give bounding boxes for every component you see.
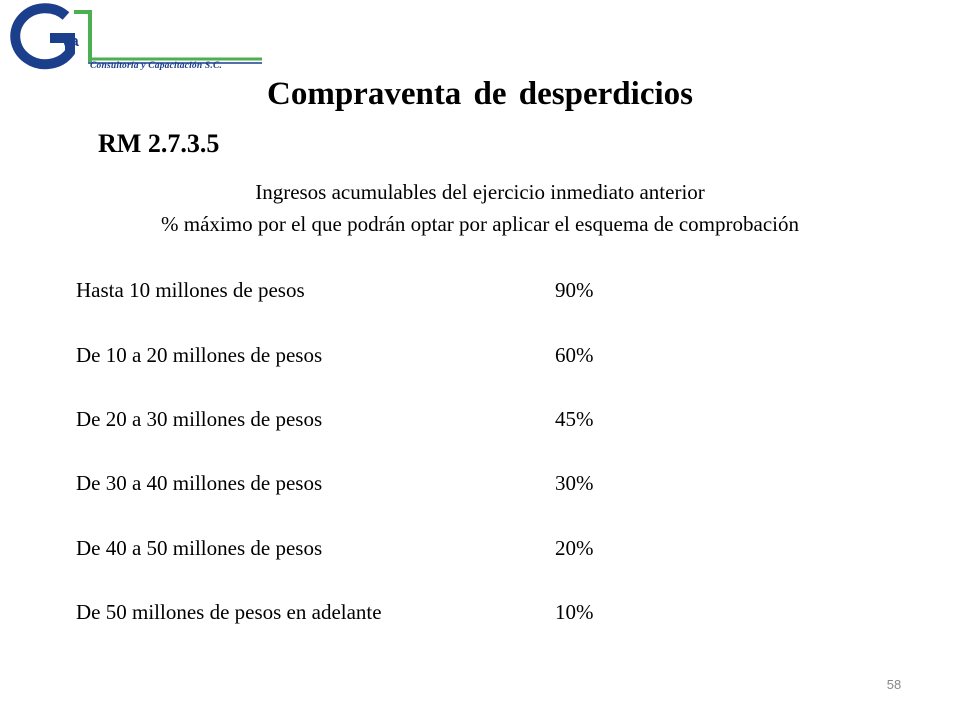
logo-letters: va (62, 33, 79, 50)
subtitle-line-1: Ingresos acumulables del ejercicio inmediato anterior (255, 180, 705, 204)
percent-value: 45% (555, 407, 594, 431)
income-range-label: De 30 a 40 millones de pesos (76, 471, 323, 495)
income-range-label: Hasta 10 millones de pesos (76, 278, 305, 302)
logo-caption: Consultoría y Capacitación S.C. (90, 61, 223, 71)
percent-value: 20% (555, 536, 594, 560)
income-range-label: De 50 millones de pesos en adelante (76, 600, 382, 624)
company-logo (4, 2, 266, 74)
page-number: 58 (886, 677, 902, 692)
income-range-label: De 10 a 20 millones de pesos (76, 343, 323, 367)
income-range-label: De 20 a 30 millones de pesos (76, 407, 323, 431)
income-range-label: De 40 a 50 millones de pesos (76, 536, 323, 560)
subtitle-line-2: % máximo por el que podrán optar por aplicar el esquema de comprobación (161, 212, 799, 236)
rule-reference: RM 2.7.3.5 (98, 129, 220, 158)
percent-value: 30% (555, 471, 594, 495)
percent-value: 60% (555, 343, 594, 367)
percent-value: 10% (555, 600, 594, 624)
percent-value: 90% (555, 278, 594, 302)
slide-title: Compraventa de desperdicios (267, 76, 693, 112)
